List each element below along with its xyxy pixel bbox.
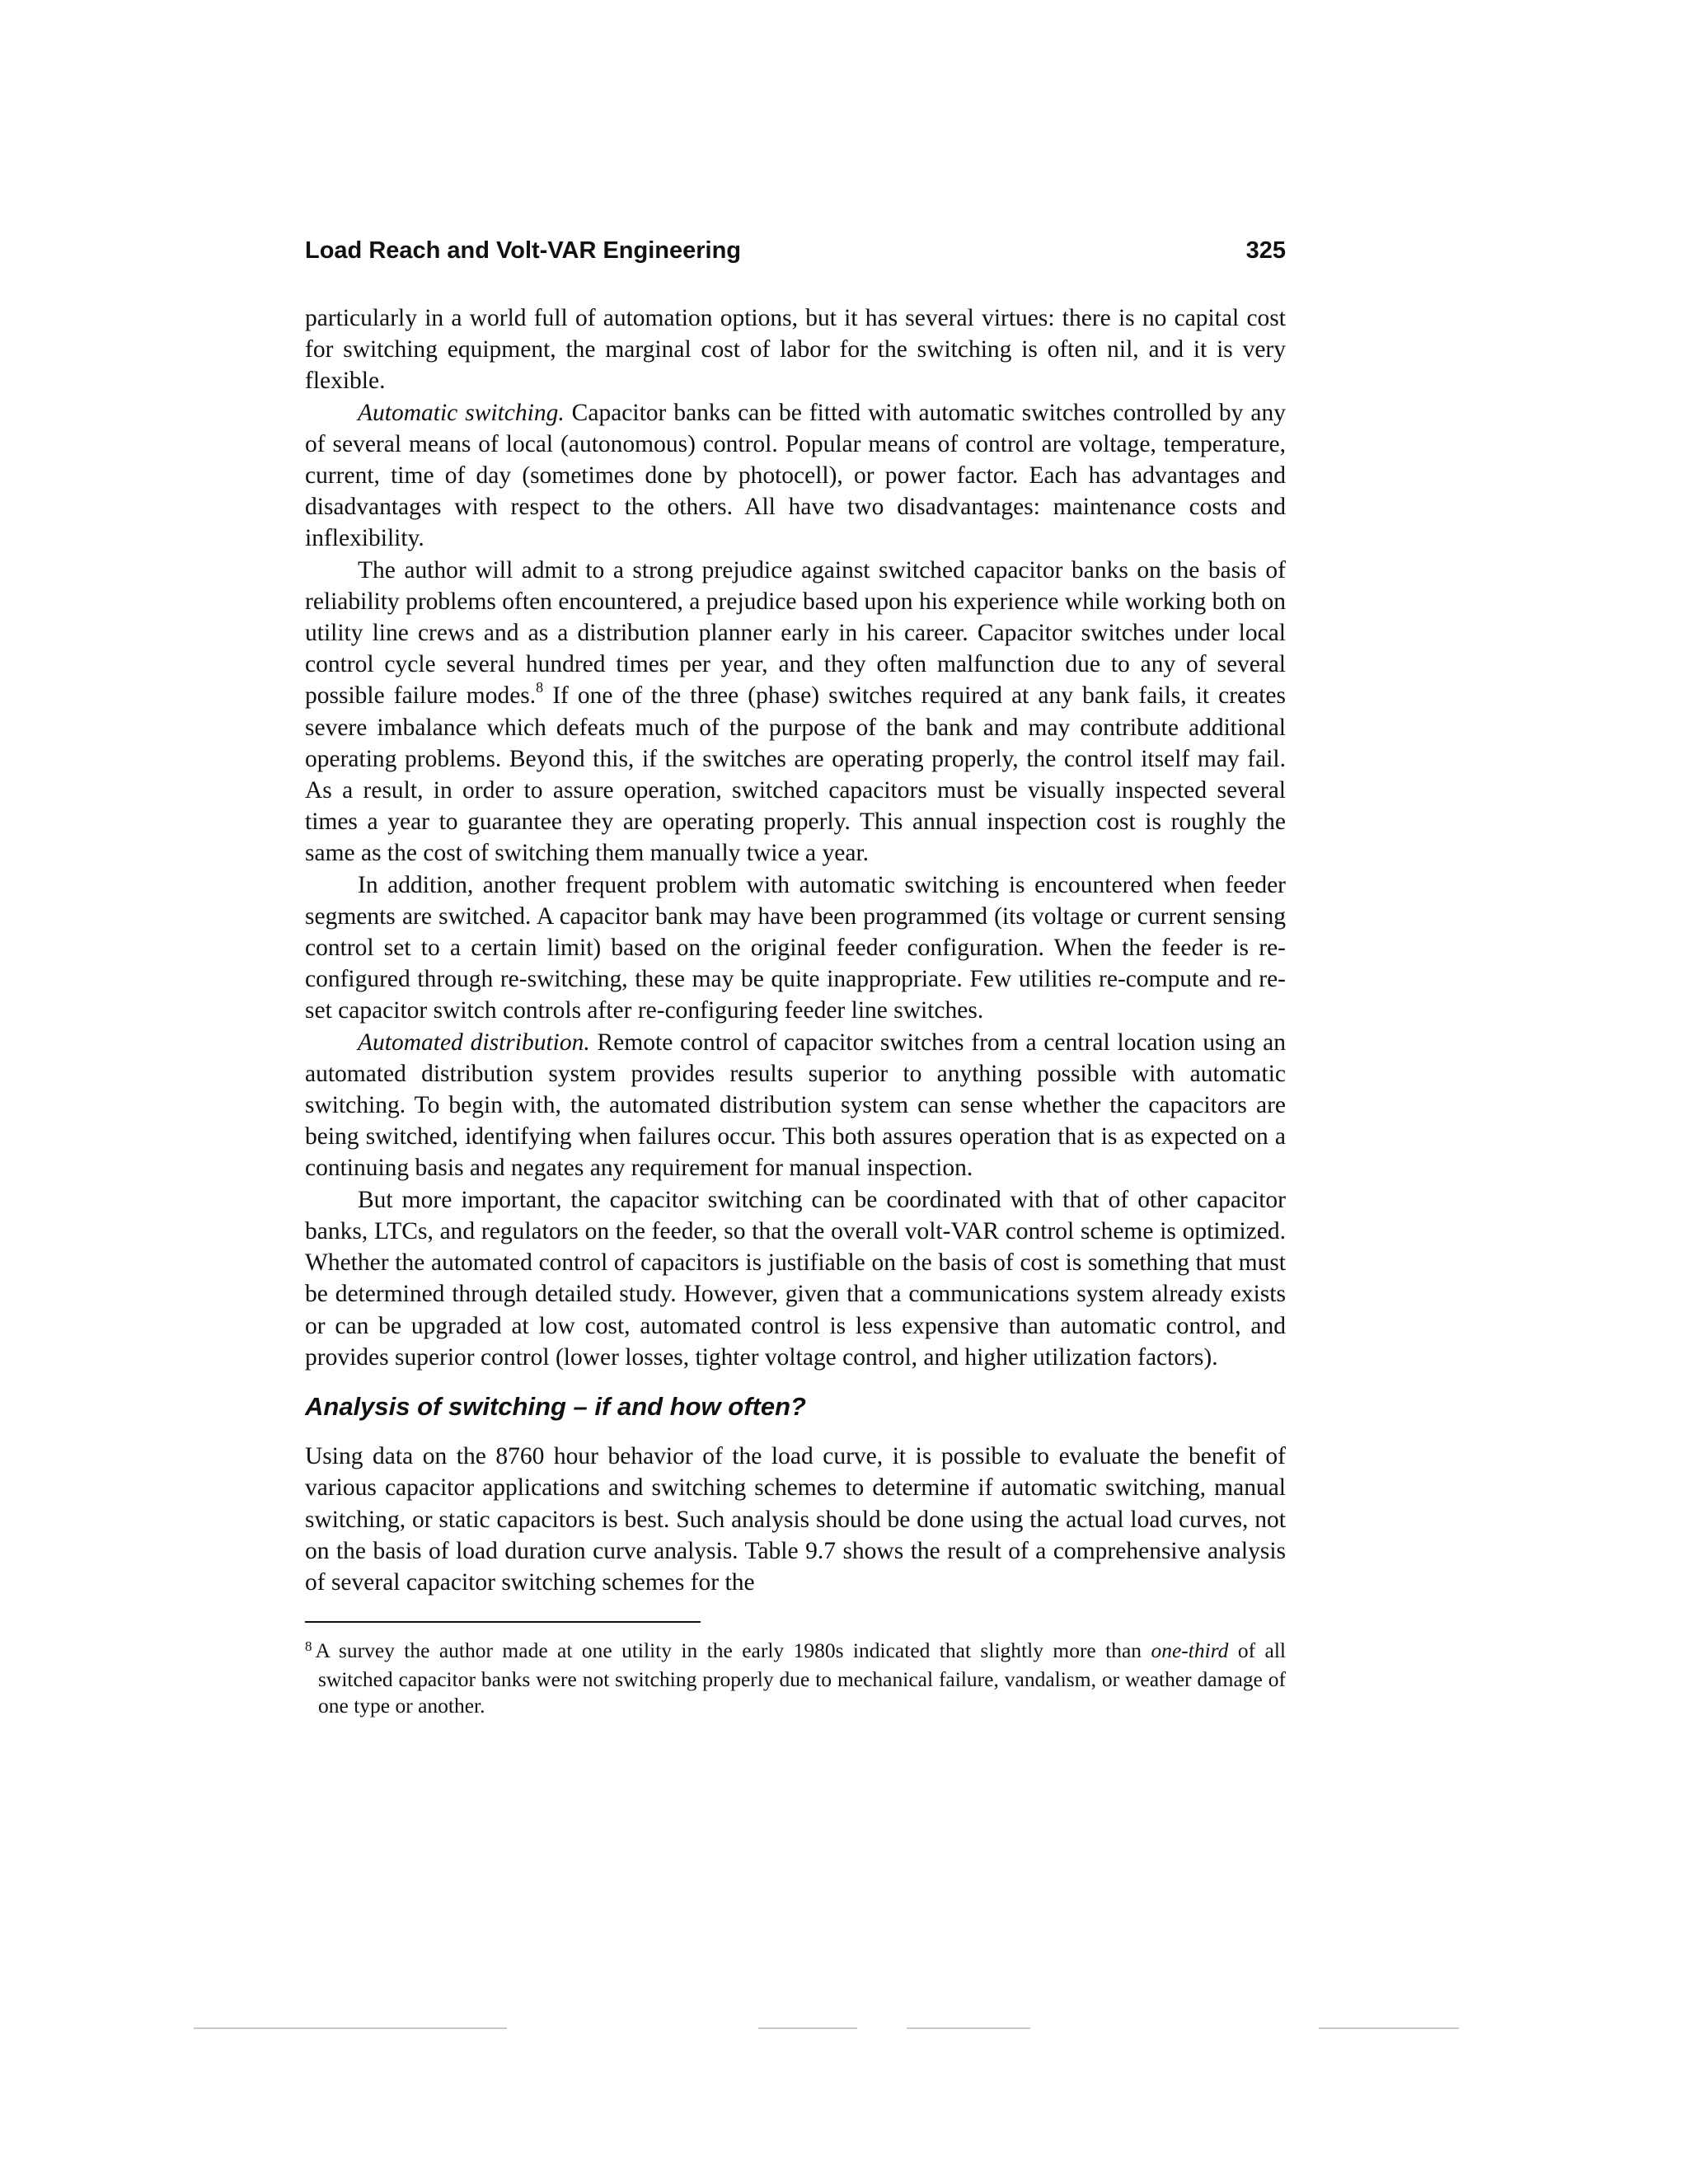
scan-artifact [194,2027,507,2029]
footnote [305,1638,1286,1719]
paragraph: Using data on the 8760 hour behavior of the load curve, it is possible to evaluate the benefit of various capacitor applications and switching schemes to determine if automatic switching, manual switching, or static capacitors is best. Such analysis should be done using the actual load curves, not on the basis of load duration curve analysis. Table 9.7 shows the result of a comprehensive analysis of several capacitor switching schemes for the [305,1443,1286,1596]
footnote-divider [305,1621,701,1623]
footnote-emphasis: one-third [1151,1638,1229,1663]
running-title: Load Reach and Volt-VAR Engineering [305,237,742,264]
page-number: 325 [1245,237,1286,264]
body-text [305,302,1286,1598]
scan-artifact [907,2027,1030,2029]
paragraph-text: The author will admit to a strong prejudice against switched capacitor banks on the basis of reliability problems often encountered, a prejudice based upon his experience while working both on utility line crews and as a distribution planner early in his career. Capacitor switches under local control cycle several hundred times per year, and they often malfunction due to any of several possible failure modes. [305,556,1286,710]
scan-artifact [1319,2027,1459,2029]
paragraph: In addition, another frequent problem with automatic switching is encountered when feeder segments are switched. A capacitor bank may have been programmed (its voltage or current sensing control set to a certain limit) based on the original feeder configuration. When the feeder is re-configured through re-switching, these may be quite inappropriate. Few utilities re-compute and re-set capacitor switch controls after re-configuring feeder line switches. [305,871,1286,1024]
paragraph: But more important, the capacitor switching can be coordinated with that of other capacitor banks, LTCs, and regulators on the feeder, so that the overall volt-VAR control scheme is optimized. Whether the automated control of capacitors is justifiable on the basis of cost is something that must be determined through detailed study. However, given that a communications system already exists or can be upgraded at low cost, automated control is less expensive than automatic control, and provides superior control (lower losses, tighter voltage control, and higher utilization factors). [305,1186,1286,1371]
run-in-heading: Automated distribution. [358,1029,590,1056]
paragraph-text: Remote control of capacitor switches from a central location using an automated distribution system provides results superior to anything possible with automatic switching. To begin with, the automated distribution system can sense whether the capacitors are being switched, identifying when failures occur. This both assures operation that is as expected on a continuing basis and negates any requirement for manual inspection. [305,1029,1286,1182]
paragraph [305,555,1286,869]
run-in-heading: Automatic switching. [358,399,565,426]
paragraph-text: Capacitor banks can be fitted with automatic switches controlled by any of several means of local (autonomous) control. Popular means of control are voltage, temperature, current, time of day (sometimes done by photocell), or power factor. Each has advantages and disadvantages with respect to the others. All have two disadvantages: maintenance costs and inflexibility. [305,399,1286,552]
running-head [305,237,1286,265]
paragraph-text: If one of the three (phase) switches required at any bank fails, it creates severe imbalance which defeats much of the purpose of the bank and may contribute additional operating problems. Beyond this, if the switches are operating properly, the control itself may fail. As a result, in order to assure operation, switched capacitors must be visually inspected several times a year to guarantee they are operating properly. This annual inspection cost is roughly the same as the cost of switching them manually twice a year. [305,682,1286,867]
paragraph [305,397,1286,555]
footnote-text: of all switched capacitor banks were not switching properly due to mechanical failure, vandalism, or weather damage of one type or another. [318,1638,1286,1718]
footnote-text: A survey the author made at one utility in the early 1980s indicated that slightly more than [315,1638,1151,1663]
book-page [305,237,1286,1719]
paragraph: particularly in a world full of automation options, but it has several virtues: there is no capital cost for switching equipment, the marginal cost of labor for the switching is often nil, and it is very flexible. [305,305,1286,395]
scan-artifact [758,2027,857,2029]
footnote-mark: 8 [305,1638,312,1655]
footnote-reference: 8 [536,678,544,696]
paragraph [305,1027,1286,1184]
section-heading: Analysis of switching – if and how often? [305,1391,806,1421]
